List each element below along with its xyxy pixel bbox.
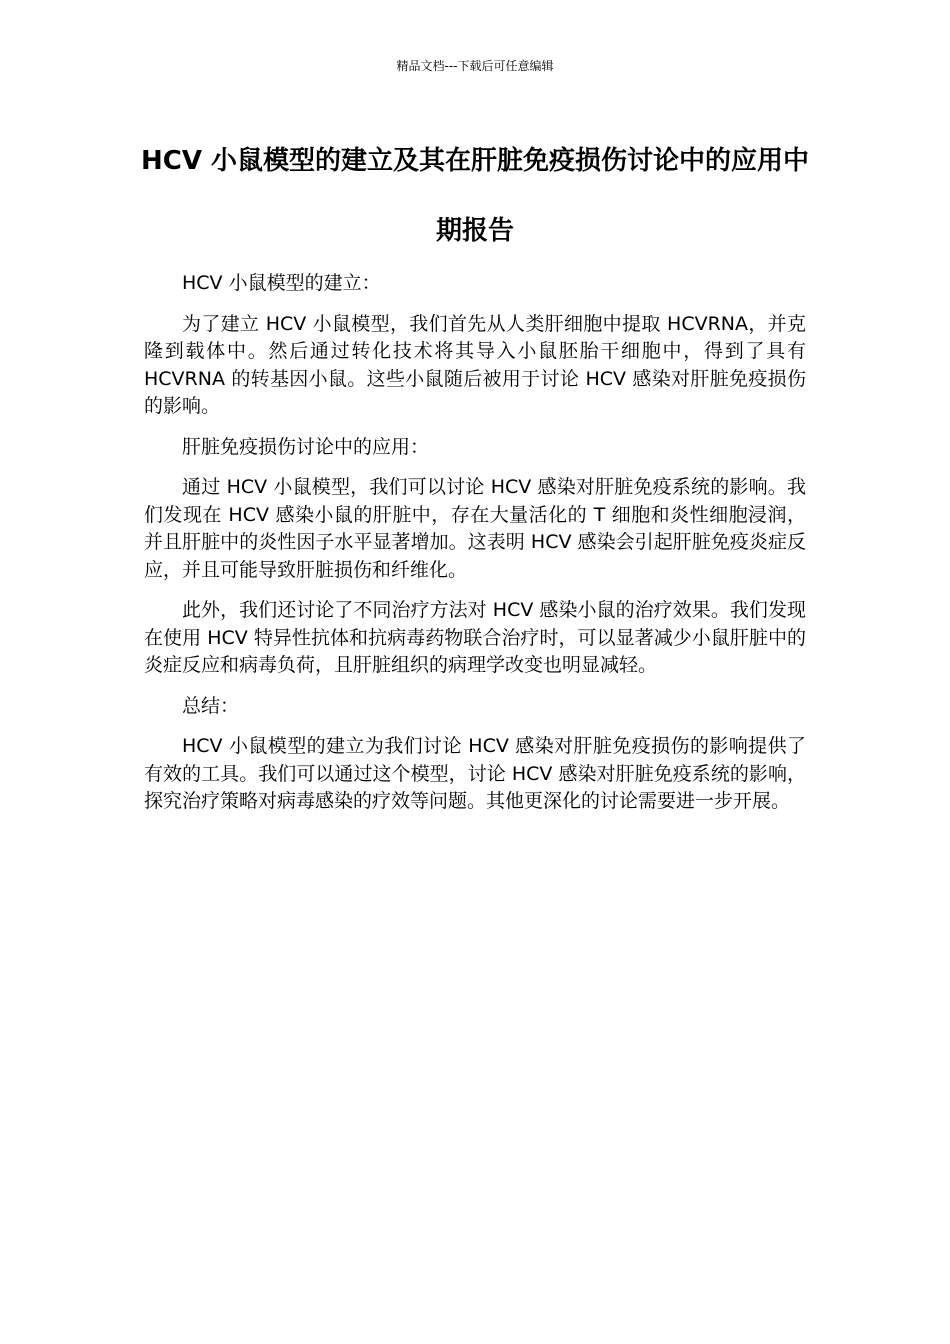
section-heading-application: 肝脏免疫损伤讨论中的应用： [182,435,430,458]
document-title: HCV 小鼠模型的建立及其在肝脏免疫损伤讨论中的应用中期报告 [140,146,809,246]
section-heading-summary: 总结： [182,694,240,717]
paragraph-model-method: 为了建立 HCV 小鼠模型，我们首先从人类肝细胞中提取 HCVRNA，并克隆到载体中。然后通过转化技术将其导入小鼠胚胎干细胞中，得到了具有 HCVRNA 的转基因小鼠。这些小鼠随后被用于讨论 HCV 感染对肝脏免疫损伤的影响。 [144,312,806,417]
page-header: 精品文档---下载后可任意编辑 [396,59,554,73]
document-body [144,270,806,829]
paragraph-summary: HCV 小鼠模型的建立为我们讨论 HCV 感染对肝脏免疫损伤的影响提供了有效的工具。我们可以通过这个模型，讨论 HCV 感染对肝脏免疫系统的影响，探究治疗策略对病毒感染的疗效等问题。其他更深化的讨论需要进一步开展。 [144,735,806,812]
section-heading-model: HCV 小鼠模型的建立： [182,272,381,294]
paragraph-treatment: 此外，我们还讨论了不同治疗方法对 HCV 感染小鼠的治疗效果。我们发现在使用 HCV 特异性抗体和抗病毒药物联合治疗时，可以显著减少小鼠肝脏中的炎症反应和病毒负荷，且肝脏组织的病理学改变也明显减轻。 [144,599,806,676]
paragraph-immune-findings: 通过 HCV 小鼠模型，我们可以讨论 HCV 感染对肝脏免疫系统的影响。我们发现在 HCV 感染小鼠的肝脏中，存在大量活化的 T 细胞和炎性细胞浸润，并且肝脏中的炎性因子水平显著增加。这表明 HCV 感染会引起肝脏免疫炎症反应，并且可能导致肝脏损伤和纤维化。 [144,476,806,581]
